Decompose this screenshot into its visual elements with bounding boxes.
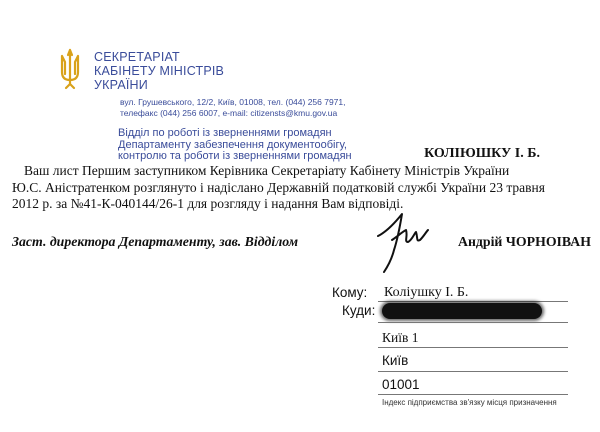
address-line-divider xyxy=(378,322,568,323)
body-line-2: Ю.С. Аністратенком розглянуто і надіслано Державній податковій службі України 23 травня xyxy=(12,179,545,195)
redacted-address xyxy=(382,303,542,319)
letter-body xyxy=(12,163,590,213)
body-line-3: 2012 р. за №41-К-040144/26-1 для розгляду і надання Вам відповіді. xyxy=(12,196,404,211)
address-line-divider xyxy=(378,347,568,348)
dept-line-1: Відділ по роботі із зверненнями громадян xyxy=(118,127,332,139)
body-line-1: Ваш лист Першим заступником Керівника Секретаріату Кабінету Міністрів України xyxy=(24,163,510,178)
dept-line-2: Департаменту забезпечення документообігу, xyxy=(118,138,347,151)
address-line-divider xyxy=(378,301,568,302)
handwritten-signature xyxy=(372,206,432,274)
address-line-2: телефакс (044) 256 6007, e-mail: citizensts@kmu.gov.ua xyxy=(120,108,338,118)
address-line-divider xyxy=(378,371,568,372)
dept-line-3: контролю та роботи із зверненнями громадян xyxy=(118,150,352,162)
department-name xyxy=(118,128,352,163)
address-line-divider xyxy=(378,394,568,395)
city-line-1: Київ 1 xyxy=(382,330,419,345)
to-value: Коліушку І. Б. xyxy=(384,285,469,300)
coat-of-arms-icon xyxy=(57,46,83,90)
address-line-1: вул. Грушевського, 12/2, Київ, 01008, тел. (044) 256 7971, xyxy=(120,97,346,107)
recipient-header: КОЛІЮШКУ І. Б. xyxy=(424,146,540,161)
where-label: Куди: xyxy=(342,303,376,318)
org-line-2: КАБІНЕТУ МІНІСТРІВ xyxy=(94,64,225,78)
city-line-2: Київ xyxy=(382,353,409,368)
signatory-name: Андрій ЧОРНОІВАН xyxy=(458,234,591,249)
letterhead-address xyxy=(120,97,346,119)
org-line-3: УКРАЇНИ xyxy=(94,78,148,92)
signatory-role: Заст. директора Департаменту, зав. Відділом xyxy=(12,234,299,249)
org-line-1: СЕКРЕТАРІАТ xyxy=(94,50,180,64)
organization-name xyxy=(94,50,224,92)
to-label: Кому: xyxy=(332,285,368,300)
postal-index-caption: Індекс підприємства зв'язку місця призначення xyxy=(382,398,557,407)
postal-index: 01001 xyxy=(382,377,420,392)
